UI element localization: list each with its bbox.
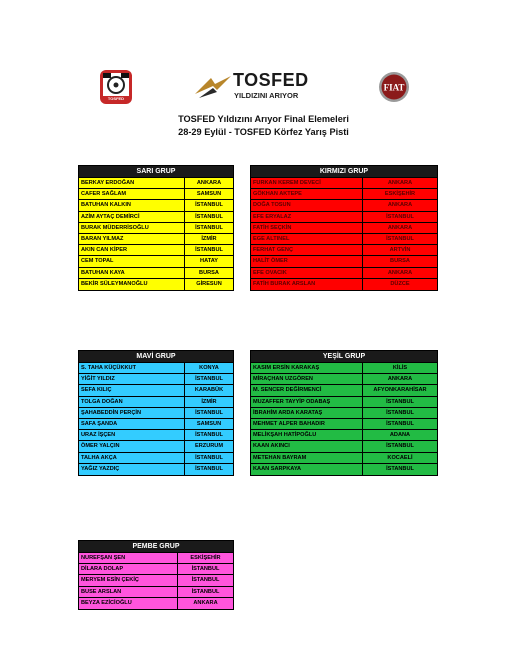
participant-name: EGE ALTINEL (251, 234, 363, 244)
table-row (251, 223, 437, 234)
table-row (251, 464, 437, 475)
participant-city: ADANA (389, 432, 411, 439)
participant-city: İSTANBUL (195, 213, 223, 220)
participant-name: SAFA ŞANDA (79, 419, 185, 429)
star-swoosh-icon (193, 68, 233, 104)
participant-city: İSTANBUL (386, 420, 414, 427)
table-row (79, 245, 233, 256)
participant-name: MEHMET ALPER BAHADIR (251, 419, 363, 429)
table-row (251, 363, 437, 374)
participant-name: URAZ İŞÇEN (79, 430, 185, 440)
participant-city: KONYA (199, 365, 219, 371)
participant-city: İSTANBUL (191, 588, 220, 595)
participant-city: İSTANBUL (195, 247, 223, 254)
participant-city: BURSA (390, 258, 410, 265)
tosfed-emblem-logo (97, 69, 135, 105)
table-row (251, 245, 437, 256)
table-row (79, 374, 233, 385)
participant-city: İSTANBUL (386, 235, 414, 242)
table-row (79, 408, 233, 419)
group-title: PEMBE GRUP (79, 541, 233, 553)
participant-city: KİLİS (392, 365, 408, 371)
participant-name: GÖKHAN AKTEPE (251, 189, 363, 199)
participant-city: AFYONKARAHİSAR (373, 387, 427, 394)
participant-city: İZMİR (201, 235, 217, 242)
participant-city: ANKARA (387, 269, 413, 276)
table-row (79, 268, 233, 279)
participant-city: İSTANBUL (386, 409, 414, 416)
participant-name: BATUHAN KALKIN (79, 200, 185, 210)
participant-city: BURSA (199, 269, 219, 276)
participant-name: BURAK MÜDERRİSOĞLU (79, 223, 185, 233)
page-title: TOSFED Yıldızını Arıyor Final Elemeleri (178, 114, 349, 124)
table-row (79, 587, 233, 598)
participant-city: DÜZCE (390, 280, 410, 287)
table-row (79, 256, 233, 267)
participant-city: İSTANBUL (386, 398, 414, 405)
participant-name: YAĞIZ YAZDIÇ (79, 464, 185, 475)
table-row (251, 385, 437, 396)
table-row (79, 200, 233, 211)
table-row (251, 279, 437, 290)
table-row (79, 279, 233, 290)
group-title: MAVİ GRUP (79, 351, 233, 363)
participant-name: CAFER SAĞLAM (79, 189, 185, 199)
participant-city: İSTANBUL (195, 409, 223, 416)
left-logo-text: TOSFED (107, 96, 125, 101)
right-logo-text: FIAT (383, 82, 405, 93)
page-subtitle: 28-29 Eylül - TOSFED Körfez Yarış Pisti (178, 127, 349, 137)
participant-city: ANKARA (387, 224, 413, 231)
participant-name: MİRAÇHAN UZGÖREN (251, 374, 363, 384)
participant-city: ERZURUM (195, 443, 223, 450)
table-row (251, 200, 437, 211)
fiat-logo (378, 71, 410, 103)
table-row (79, 189, 233, 200)
participant-city: ANKARA (387, 180, 413, 186)
participant-name: FERHAT GENÇ (251, 245, 363, 255)
table-row (251, 189, 437, 200)
participant-name: BEKİR SÜLEYMANOĞLU (79, 279, 185, 290)
participant-city: SAMSUN (196, 420, 222, 427)
participant-city: ANKARA (193, 599, 218, 606)
table-row (251, 268, 437, 279)
participant-name: AZİM AYTAÇ DEMİRCİ (79, 212, 185, 222)
table-row (251, 397, 437, 408)
participant-city: KOCAELİ (387, 454, 413, 461)
participant-city: ANKARA (387, 202, 413, 209)
participant-name: YİĞİT YILDIZ (79, 374, 185, 384)
table-row (79, 430, 233, 441)
participant-city: GİRESUN (196, 280, 222, 287)
participant-name: BEYZA EZİCİOĞLU (79, 598, 178, 609)
participant-name: EFE OVACIK (251, 268, 363, 278)
table-row (251, 234, 437, 245)
participant-city: ANKARA (196, 180, 222, 186)
participant-name: HALİT ÖMER (251, 256, 363, 266)
participant-name: FURKAN KEREM DEVECİ (251, 178, 363, 188)
participant-city: İSTANBUL (195, 376, 223, 383)
participant-name: FATİH SEÇKİN (251, 223, 363, 233)
participant-city: ANKARA (387, 376, 413, 383)
table-row (251, 430, 437, 441)
table-row (251, 419, 437, 430)
participant-name: TALHA AKÇA (79, 453, 185, 463)
participant-name: DİLARA DOLAP (79, 564, 178, 574)
participant-name: BARAN YILMAZ (79, 234, 185, 244)
participant-city: ESKİŞEHİR (384, 191, 416, 198)
participant-name: BATUHAN KAYA (79, 268, 185, 278)
participant-city: İSTANBUL (191, 566, 220, 573)
group-table-yesil (250, 350, 438, 476)
participant-name: MELİKŞAH HATİPOĞLU (251, 430, 363, 440)
group-table-mavi (78, 350, 234, 476)
participant-city: İZMİR (201, 398, 217, 405)
participant-name: AKIN CAN KİPER (79, 245, 185, 255)
participant-name: İBRAHİM ARDA KARATAŞ (251, 408, 363, 418)
participant-name: TOLGA DOĞAN (79, 397, 185, 407)
participant-name: KAAN SARPKAYA (251, 464, 363, 475)
table-row (79, 419, 233, 430)
tosfed-brand-logo (193, 68, 313, 104)
participant-name: MERYEM ESİN ÇEKİÇ (79, 575, 178, 585)
group-title: YEŞİL GRUP (251, 351, 437, 363)
participant-name: EFE ERYALAZ (251, 212, 363, 222)
table-row (251, 453, 437, 464)
participant-city: İSTANBUL (386, 213, 414, 220)
table-row (79, 178, 233, 189)
table-row (79, 464, 233, 475)
participant-city: İSTANBUL (195, 224, 223, 231)
table-row (79, 441, 233, 452)
participant-name: ŞAHABEDDİN PERÇİN (79, 408, 185, 418)
table-row (79, 212, 233, 223)
table-row (251, 408, 437, 419)
participant-name: KAAN AKINCI (251, 441, 363, 451)
table-row (79, 575, 233, 586)
group-table-pembe (78, 540, 234, 610)
participant-name: SEFA KILIÇ (79, 385, 185, 395)
table-row (79, 234, 233, 245)
table-row (251, 256, 437, 267)
participant-city: ESKİŞEHİR (190, 555, 221, 561)
participant-city: İSTANBUL (195, 202, 223, 209)
table-row (79, 598, 233, 609)
participant-name: FATİH BURAK ARSLAN (251, 279, 363, 290)
table-row (251, 178, 437, 189)
participant-city: HATAY (200, 258, 218, 265)
table-row (79, 564, 233, 575)
table-row (251, 441, 437, 452)
participant-city: İSTANBUL (195, 454, 223, 461)
table-row (79, 453, 233, 464)
participant-city: İSTANBUL (191, 577, 220, 584)
participant-name: ÖMER YALÇIN (79, 441, 185, 451)
participant-name: DOĞA TOSUN (251, 200, 363, 210)
group-table-kirmizi (250, 165, 438, 291)
participant-name: CEM TOPAL (79, 256, 185, 266)
participant-city: İSTANBUL (386, 443, 414, 450)
table-row (79, 397, 233, 408)
brand-name: TOSFED (233, 70, 309, 90)
participant-city: ARTVİN (389, 247, 411, 254)
participant-name: KASIM ERSİN KARAKAŞ (251, 363, 363, 373)
participant-city: KARABÜK (194, 387, 224, 394)
group-title: SARI GRUP (79, 166, 233, 178)
table-row (251, 374, 437, 385)
participant-city: İSTANBUL (195, 465, 223, 472)
participant-name: NUREFŞAN ŞEN (79, 553, 178, 563)
participant-city: İSTANBUL (386, 465, 414, 472)
table-row (79, 385, 233, 396)
table-row (79, 363, 233, 374)
brand-tagline: YILDIZINI ARIYOR (234, 91, 299, 100)
participant-name: BERKAY ERDOĞAN (79, 178, 185, 188)
participant-name: MUZAFFER TAYYİP ODABAŞ (251, 397, 363, 407)
participant-city: SAMSUN (196, 191, 222, 198)
participant-city: İSTANBUL (195, 432, 223, 439)
table-row (251, 212, 437, 223)
group-title: KIRMIZI GRUP (251, 166, 437, 178)
group-table-sari (78, 165, 234, 291)
table-row (79, 553, 233, 564)
participant-name: BUSE ARSLAN (79, 587, 178, 597)
participant-name: M. SENCER DEĞİRMENCİ (251, 385, 363, 395)
participant-name: METEHAN BAYRAM (251, 453, 363, 463)
table-row (79, 223, 233, 234)
participant-name: S. TAHA KÜÇÜKKUT (79, 363, 185, 373)
